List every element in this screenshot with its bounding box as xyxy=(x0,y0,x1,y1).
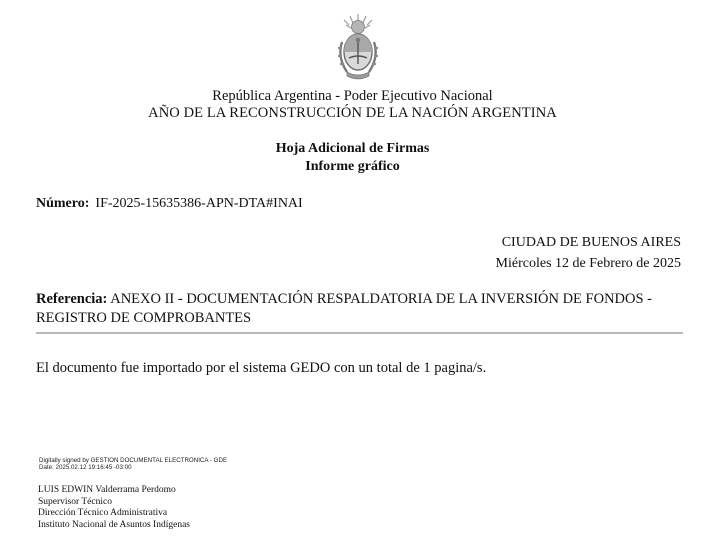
signer-block xyxy=(38,485,190,531)
reference-label: Referencia: xyxy=(36,291,108,307)
date: Miércoles 12 de Febrero de 2025 xyxy=(495,256,681,271)
body-text: El documento fue importado por el sistema GEDO con un total de 1 pagina/s. xyxy=(36,360,487,376)
document-subtitle: Informe gráfico xyxy=(305,159,400,174)
signer-name: LUIS EDWIN Valderrama Perdomo xyxy=(38,485,176,495)
digital-signature-line: Digitally signed by GESTION DOCUMENTAL ELECTRONICA - GDE xyxy=(39,457,228,464)
document-title: Hoja Adicional de Firmas xyxy=(275,141,430,156)
digital-signature-stamp xyxy=(39,457,227,471)
city: CIUDAD DE BUENOS AIRES xyxy=(501,235,681,250)
reference-value: ANEXO II - DOCUMENTACIÓN RESPALDATORIA DE LA INVERSIÓN DE FONDOS - REGISTRO DE COMPROBANTES xyxy=(36,291,653,326)
signer-office: Dirección Técnico Administrativa xyxy=(38,508,168,518)
reference xyxy=(36,290,676,328)
document-number xyxy=(36,196,303,212)
divider xyxy=(36,332,683,334)
header-government: República Argentina - Poder Ejecutivo Nacional xyxy=(212,88,493,104)
document-number-value: IF-2025-15635386-APN-DTA#INAI xyxy=(95,196,303,211)
argentina-coat-of-arms-icon xyxy=(333,12,383,84)
signer-institution: Instituto Nacional de Asuntos Indígenas xyxy=(38,519,190,530)
digital-signature-date: Date: 2025.02.12 19:16:45 -03:00 xyxy=(39,464,132,471)
header-year-motto: AÑO DE LA RECONSTRUCCIÓN DE LA NACIÓN ARGENTINA xyxy=(148,105,557,121)
document-number-label: Número: xyxy=(36,196,90,211)
signer-role: Supervisor Técnico xyxy=(38,496,112,507)
